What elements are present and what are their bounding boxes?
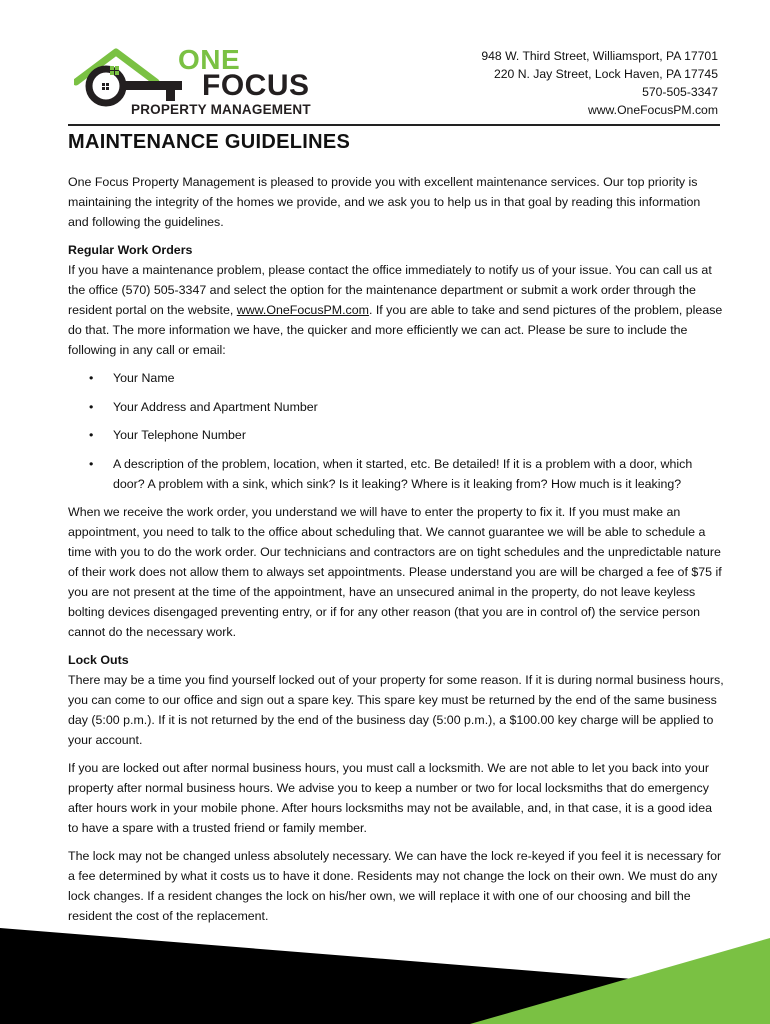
list-item: • A description of the problem, location, when it started, etc. Be detailed! If it is a problem with a door, which door? A problem with a sink, which sink? Is it leaking? Where is it leaking from? How much is it leaking? (68, 454, 724, 494)
list-item: • Your Address and Apartment Number (68, 397, 724, 417)
page-title: MAINTENANCE GUIDELINES (68, 131, 351, 153)
logo-text-property-management: PROPERTY MANAGEMENT (131, 102, 311, 117)
lock-change-paragraph: The lock may not be changed unless absolutely necessary. We can have the lock re-keyed if you feel it is necessary for a fee determined by what it costs us to have it done. Residents may not change the lock on their own. We must do any lock changes. If a resident changes the lock on his/her own, we will replace it with one of our choosing and bill the resident the cost of the replacement. (68, 849, 722, 923)
logo-text-focus: FOCUS (202, 69, 310, 102)
logo-text-one: ONE (178, 44, 241, 75)
footer-swoosh (0, 928, 770, 1024)
phone-number: 570-505-3347 (642, 85, 718, 99)
company-logo (74, 44, 334, 124)
regular-work-orders-paragraph: If you have a maintenance problem, please contact the office immediately to notify us of your issue. You can call us at the office (570) 505-3347 and select the option for the maintenance department or submit a work order through the resident portal on the website, www.OneFocusPM.com. If you are able to take and send pictures of the problem, please do that. The more information we have, the quicker and more efficiently we can act. Please be sure to include the following in any call or email: (68, 263, 723, 357)
website-url[interactable]: www.OneFocusPM.com (587, 103, 718, 117)
work-order-policy-paragraph: When we receive the work order, you understand we will have to enter the property to fix it. If you must make an appointment, you need to talk to the office about scheduling that. We cannot guarantee we will be able to schedule a time with you to do the work order. Our technicians and contractors are on tight schedules and the unpredictable nature of their work does not allow them to always set appointments. Please understand you are will be charged a fee of $75 if you are not present at the time of the appointment, have an unsecured animal in the property, do not leave keyless bolting devices disengaged preventing entry, or if for any other reason (that you are in control of) the service person cannot do the necessary work. (68, 505, 722, 639)
document-body (68, 172, 724, 934)
lockout-after-hours-paragraph: If you are locked out after normal business hours, you must call a locksmith. We are not able to let you back into your property after normal business hours. We advise you to keep a number or two for local locksmiths that do emergency after hours work in your mobile phone. After hours locksmiths may not be available, and, in that case, it is a good idea to have a spare with a trusted friend or family member. (68, 761, 712, 835)
header-divider (68, 124, 720, 126)
company-address (481, 47, 718, 119)
address-line-2: 220 N. Jay Street, Lock Haven, PA 17745 (493, 67, 718, 81)
list-item: • Your Name (68, 368, 724, 388)
regular-work-orders-heading: Regular Work Orders (68, 243, 193, 257)
lockout-business-hours-paragraph: There may be a time you find yourself locked out of your property for some reason. If it is during normal business hours, you can come to our office and sign out a spare key. This spare key must be returned by the end of the same business day (5:00 p.m.). If it is not returned by the end of the business day (5:00 p.m.), a $100.00 key charge will be applied to your account. (68, 673, 724, 747)
required-info-list (68, 368, 724, 494)
list-item: • Your Telephone Number (68, 425, 724, 445)
lock-outs-heading: Lock Outs (68, 653, 129, 667)
address-line-1: 948 W. Third Street, Williamsport, PA 17701 (481, 49, 718, 63)
intro-paragraph: One Focus Property Management is pleased to provide you with excellent maintenance services. Our top priority is maintaining the integrity of the homes we provide, and we ask you to help us in that goal by reading this information and following the guidelines. (68, 175, 701, 229)
website-link[interactable]: www.OneFocusPM.com (236, 303, 369, 317)
